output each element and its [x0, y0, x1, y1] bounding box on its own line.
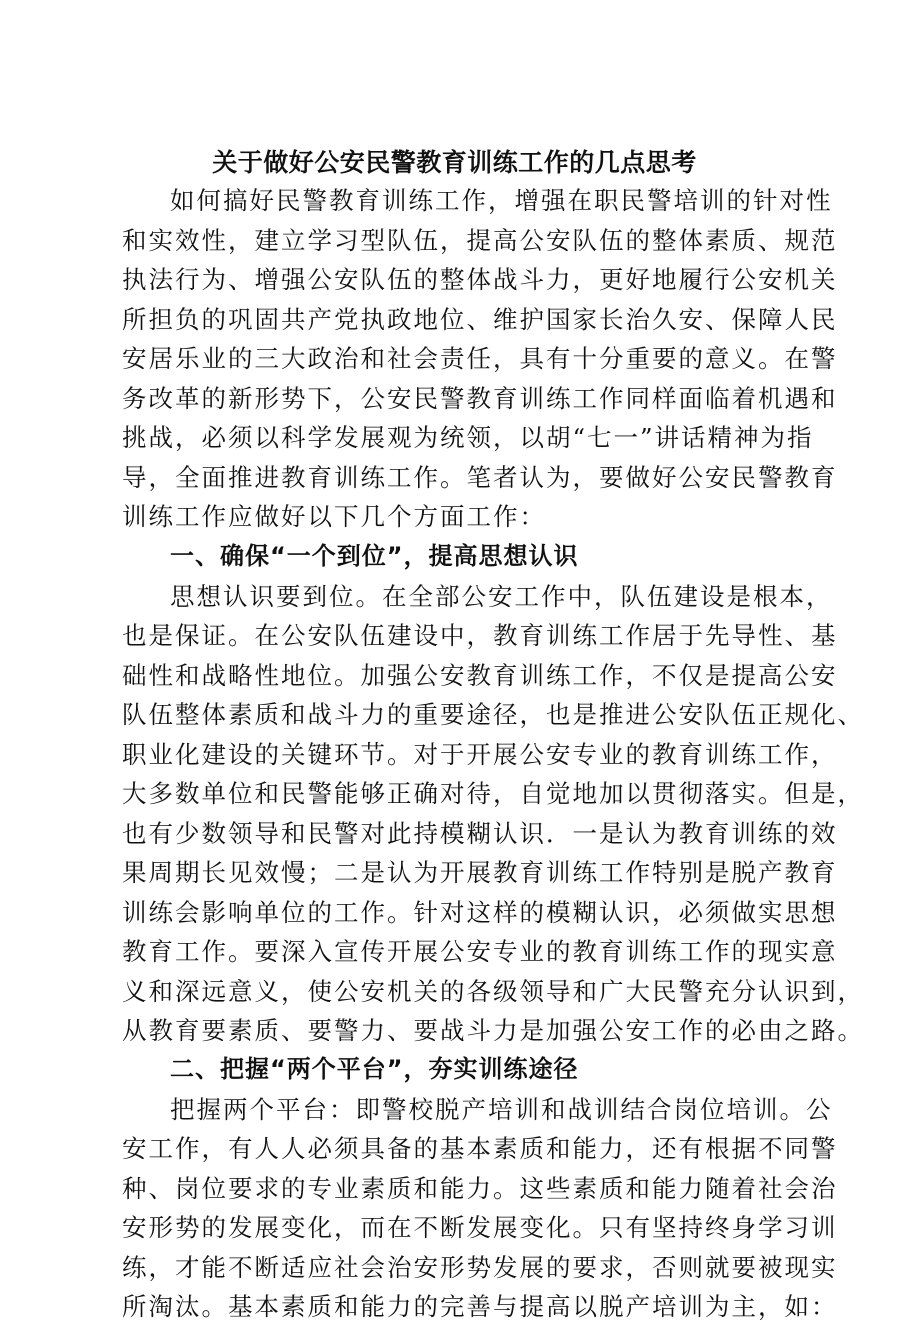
- paragraph-line: 大多数单位和民警能够正确对待，自觉地加以贯彻落实。但是，: [122, 779, 864, 808]
- paragraph-line: 从教育要素质、要警力、要战斗力是加强公安工作的必由之路。: [122, 1016, 864, 1045]
- paragraph-line: 导，全面推进教育训练工作。笔者认为，要做好公安民警教育: [122, 462, 838, 492]
- intro-paragraph: [122, 181, 838, 537]
- paragraph-line: 所淘汰。基本素质和能力的完善与提高以脱产培训为主，如：: [122, 1292, 838, 1321]
- paragraph-line: 也有少数领导和民警对此持模糊认识．一是认为教育训练的效: [122, 818, 838, 848]
- paragraph-line: 队伍整体素质和战斗力的重要途径，也是推进公安队伍正规化、: [122, 700, 864, 729]
- paragraph-line: 执法行为、增强公安队伍的整体战斗力，更好地履行公安机关: [122, 265, 838, 294]
- paragraph-line: 义和深远意义，使公安机关的各级领导和广大民警充分认识到，: [122, 976, 864, 1006]
- paragraph-line: 所担负的巩固共产党执政地位、维护国家长治久安、保障人民: [122, 304, 838, 334]
- paragraph-line: 也是保证。在公安队伍建设中，教育训练工作居于先导性、基: [122, 621, 838, 650]
- paragraph-line: 础性和战略性地位。加强公安教育训练工作，不仅是提高公安: [122, 660, 838, 690]
- paragraph-line: 安居乐业的三大政治和社会责任，具有十分重要的意义。在警: [122, 344, 838, 373]
- paragraph-line: 种、岗位要求的专业素质和能力。这些素质和能力随着社会治: [122, 1173, 838, 1203]
- paragraph-line: 果周期长见效慢；二是认为开展教育训练工作特别是脱产教育: [122, 858, 838, 887]
- paragraph-line: 教育工作。要深入宣传开展公安专业的教育训练工作的现实意: [122, 937, 838, 966]
- paragraph-line: 训练会影响单位的工作。针对这样的模糊认识，必须做实思想: [122, 897, 838, 927]
- paragraph-line: 安工作，有人人必须具备的基本素质和能力，还有根据不同警: [122, 1134, 838, 1163]
- paragraph-line: 把握两个平台：即警校脱产培训和战训结合岗位培训。公: [170, 1094, 833, 1124]
- section-2-heading: 二、把握“两个平台”，夯实训练途径: [170, 1055, 579, 1083]
- paragraph-line: 思想认识要到位。在全部公安工作中，队伍建设是根本，: [170, 581, 833, 611]
- paragraph-line: 和实效性，建立学习型队伍，提高公安队伍的整体素质、规范: [122, 225, 838, 255]
- paragraph-line: 如何搞好民警教育训练工作，增强在职民警培训的针对性: [170, 186, 833, 215]
- paragraph-line: 安形势的发展变化，而在不断发展变化。只有坚持终身学习训: [122, 1213, 838, 1242]
- paragraph-line: 挑战，必须以科学发展观为统领，以胡“七一”讲话精神为指: [122, 423, 814, 452]
- paragraph-line: 职业化建设的关键环节。对于开展公安专业的教育训练工作，: [122, 739, 838, 769]
- section-1: [122, 537, 864, 1051]
- document-title: 关于做好公安民警教育训练工作的几点思考: [212, 148, 697, 177]
- section-2: [122, 1050, 838, 1327]
- paragraph-line: 训练工作应做好以下几个方面工作：: [122, 502, 546, 531]
- paragraph-line: 务改革的新形势下，公安民警教育训练工作同样面临着机遇和: [122, 383, 838, 413]
- section-1-heading: 一、确保“一个到位”，提高思想认识: [170, 542, 579, 570]
- paragraph-line: 练，才能不断适应社会治安形势发展的要求，否则就要被现实: [122, 1252, 838, 1282]
